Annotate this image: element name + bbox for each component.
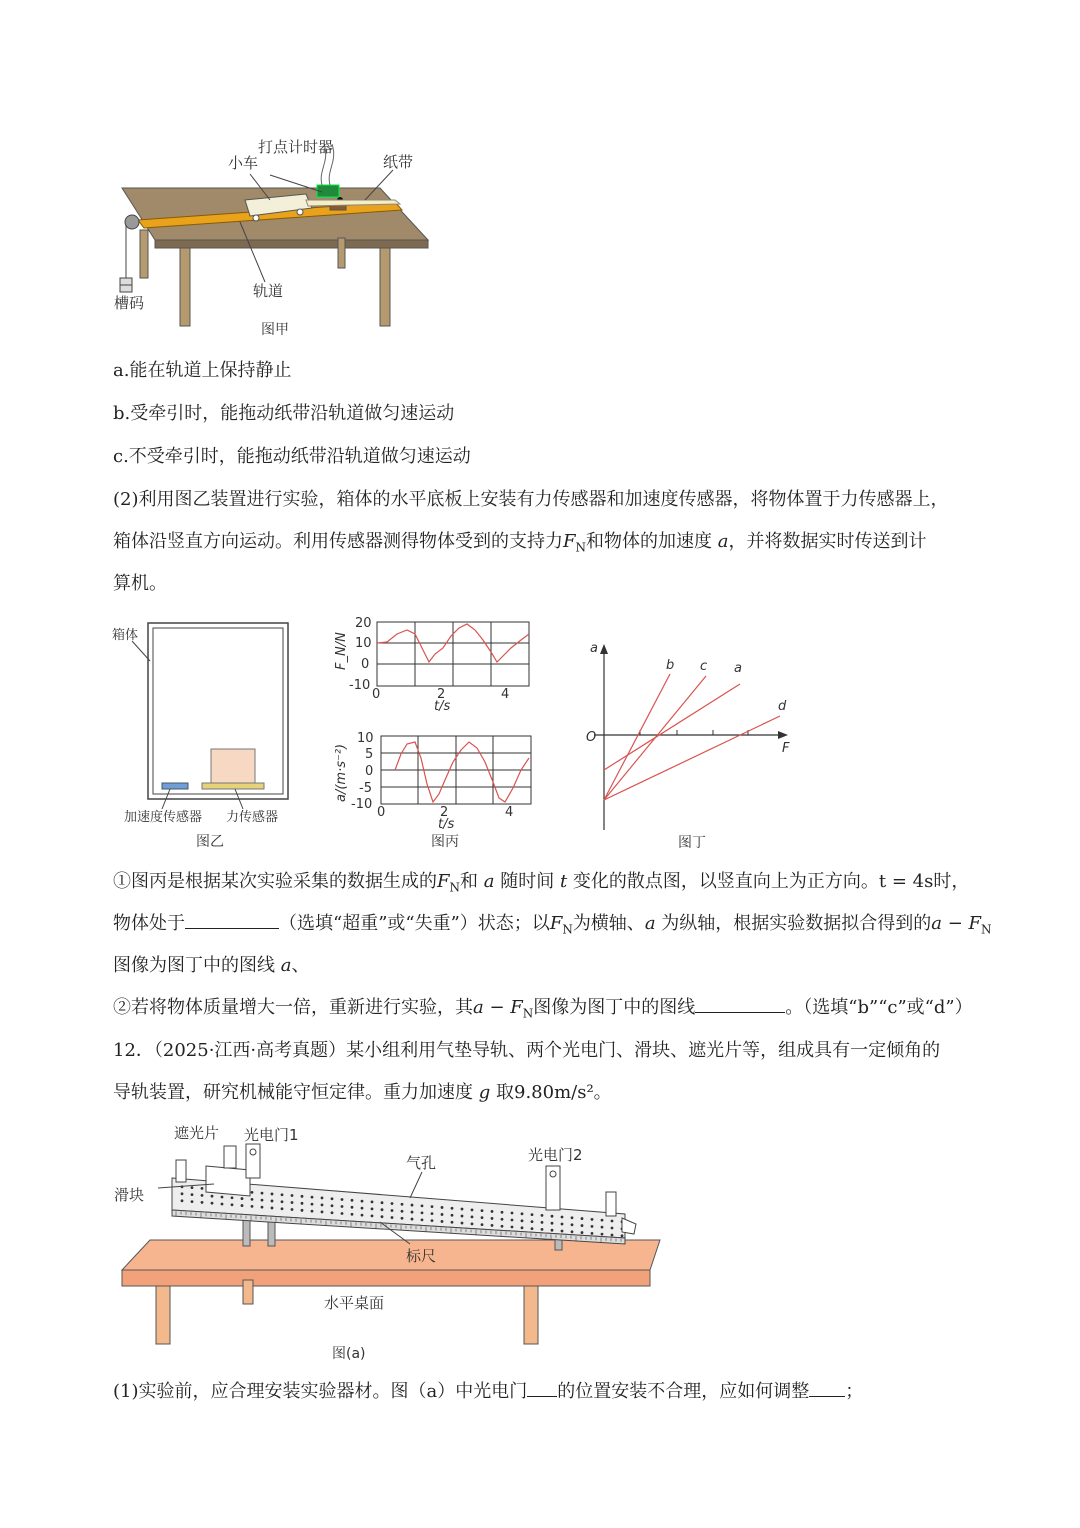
answer-blank-2[interactable] <box>695 994 785 1013</box>
q1-line2: 物体处于 （选填“超重”或“失重”）状态；以$F_N$为横轴、a 为纵轴，根据实验数据拟合得到的$a - F_N$ <box>113 910 992 944</box>
tick-bot-neg10: -10 <box>351 797 373 812</box>
label-desk: 水平桌面 <box>324 1294 385 1312</box>
part2-line3: 算机。 <box>113 573 167 594</box>
label-track: 轨道 <box>253 282 284 300</box>
figure-jia <box>110 130 440 345</box>
caption-bing: 图丙 <box>431 834 459 850</box>
caption-a: 图(a) <box>332 1346 366 1362</box>
figure-bing <box>325 612 540 852</box>
tick-top-20: 20 <box>355 616 372 631</box>
tick-top-0: 0 <box>361 657 370 672</box>
label-gate1: 光电门1 <box>244 1126 299 1144</box>
q12-part1: (1)实验前，应合理安装实验器材。图（a）中光电门 的位置安装不合理，应如何调整 ； <box>113 1378 863 1406</box>
xtick-top-4: 4 <box>501 687 510 702</box>
tick-top-10: 10 <box>355 636 372 651</box>
tick-bot-5: 5 <box>365 747 374 762</box>
caption-ding: 图丁 <box>678 835 706 851</box>
xtick-bot-2: 2 <box>440 805 449 820</box>
xlabel-top: t/s <box>434 699 451 714</box>
label-acc-sensor: 加速度传感器 <box>124 810 203 825</box>
caption-jia: 图甲 <box>261 322 289 338</box>
ding-origin: O <box>586 730 597 745</box>
label-timer: 打点计时器 <box>258 138 334 156</box>
label-weight: 槽码 <box>114 294 145 312</box>
answer-blank-3[interactable] <box>527 1378 557 1397</box>
ding-line-b: b <box>666 658 675 673</box>
xtick-bot-0: 0 <box>377 805 386 820</box>
xtick-top-2: 2 <box>437 687 446 702</box>
label-shade: 遮光片 <box>174 1124 220 1142</box>
ding-line-a: a <box>734 661 742 676</box>
ylabel-top: F_N/N <box>334 632 349 670</box>
option-a: a.能在轨道上保持静止 <box>113 360 292 381</box>
figure-ding <box>580 638 810 853</box>
xtick-bot-4: 4 <box>505 805 514 820</box>
caption-yi: 图乙 <box>196 834 224 850</box>
ding-xaxis: F <box>782 741 790 756</box>
part2-line2: 箱体沿竖直方向运动。利用传感器测得物体受到的支持力$F_N$和物体的加速度 a，并将数据实时传送到计 <box>113 531 927 555</box>
q12-line1: 12．（2025·江西·高考真题）某小组利用气垫导轨、两个光电门、滑块、遮光片等，组成具有一定倾角的 <box>113 1040 941 1061</box>
ding-line-c: c <box>700 659 708 674</box>
label-cart: 小车 <box>228 154 259 172</box>
q12-line2: 导轨装置，研究机械能守恒定律。重力加速度 g 取9.80m/s²。 <box>113 1082 612 1103</box>
tick-top-neg10: -10 <box>349 678 371 693</box>
tick-bot-10: 10 <box>357 731 374 746</box>
xtick-top-0: 0 <box>372 687 381 702</box>
label-box: 箱体 <box>112 628 139 643</box>
label-slider: 滑块 <box>114 1186 145 1204</box>
label-hole: 气孔 <box>406 1154 437 1172</box>
answer-blank-1[interactable] <box>185 910 279 929</box>
figure-yi <box>110 615 310 855</box>
q2-line: ②若将物体质量增大一倍，重新进行实验，其$a - F_N$图像为图丁中的图线 。（选填“b”“c”或“d”） <box>113 994 973 1028</box>
xlabel-bot: t/s <box>438 817 455 832</box>
ding-yaxis: a <box>590 641 598 656</box>
tick-bot-neg5: -5 <box>359 781 372 796</box>
figure-a <box>110 1118 670 1368</box>
q1-line1: ①图丙是根据某次实验采集的数据生成的$F_N$和 a 随时间 t 变化的散点图，以竖直向上为正方向。t = 4s时， <box>113 871 970 895</box>
option-c: c.不受牵引时，能拖动纸带沿轨道做匀速运动 <box>113 446 471 467</box>
label-scale: 标尺 <box>406 1247 437 1265</box>
option-b: b.受牵引时，能拖动纸带沿轨道做匀速运动 <box>113 403 455 424</box>
ylabel-bot: a/(m·s⁻²) <box>334 743 349 802</box>
q1-line3: 图像为图丁中的图线 a、 <box>113 955 310 976</box>
ding-line-d: d <box>778 699 787 714</box>
label-force-sensor: 力传感器 <box>226 810 279 825</box>
part2-line1: (2)利用图乙装置进行实验，箱体的水平底板上安装有力传感器和加速度传感器，将物体置于力传感器上， <box>113 489 949 510</box>
label-tape: 纸带 <box>383 153 414 171</box>
label-gate2: 光电门2 <box>528 1146 583 1164</box>
tick-bot-0: 0 <box>365 764 374 779</box>
answer-blank-4[interactable] <box>809 1378 845 1397</box>
